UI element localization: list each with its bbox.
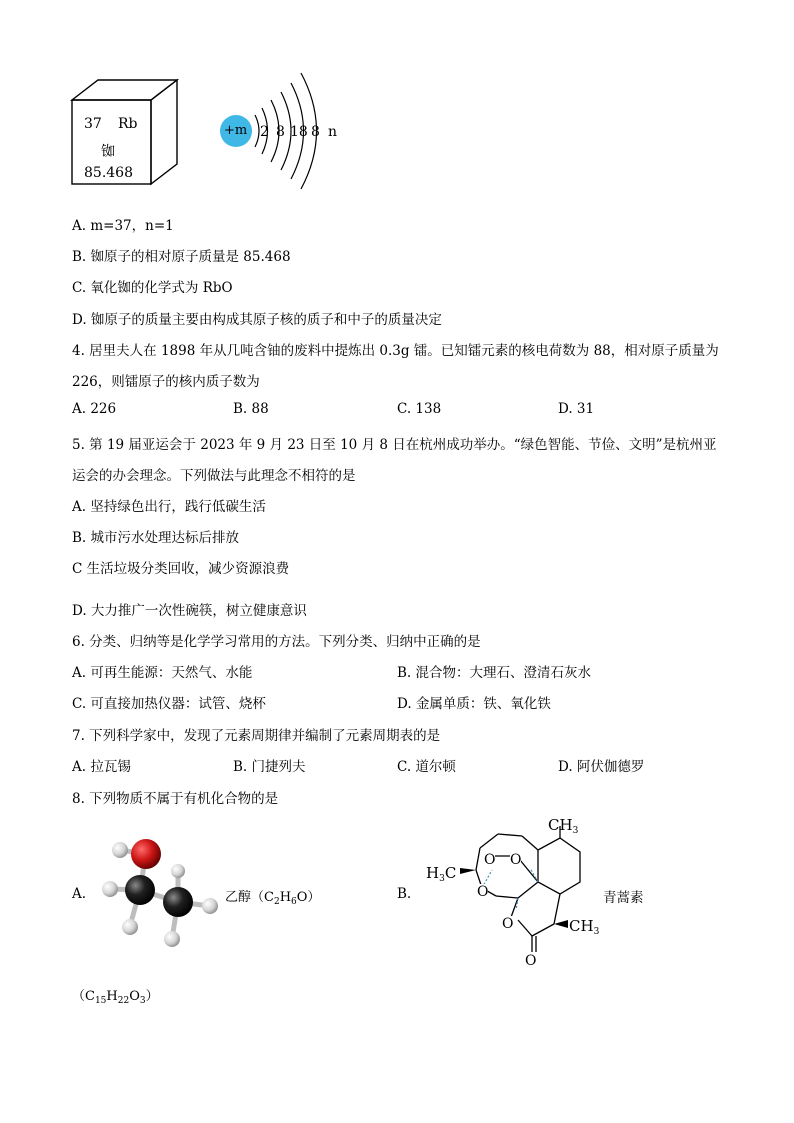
- struct-o-peroxide-1: O: [484, 852, 496, 868]
- nucleus-charge: +m: [224, 123, 248, 138]
- q8-option-b-formula: $(C_{15}H_{22}O_3)$: [72, 989, 159, 1006]
- q4-stem-line1: 4. 居里夫人在 1898 年从几吨含铀的废料中提炼出 0.3g 镭。已知镭元素的核电荷数为 88，相对原子质量为: [72, 343, 719, 359]
- q8-stem: 8. 下列物质不属于有机化合物的是: [72, 791, 279, 807]
- struct-o-lactone: O: [502, 916, 514, 932]
- shell-2-count: 8: [276, 124, 285, 140]
- q4-stem-line2: 226，则镭原子的核内质子数为: [72, 374, 260, 390]
- q8-option-b-label: B.: [397, 886, 412, 902]
- element-name: 铷: [101, 144, 115, 160]
- element-symbol: Rb: [118, 116, 138, 132]
- q3-option-a: A. m=37，n=1: [72, 218, 174, 234]
- shell-outer-count: n: [328, 124, 338, 140]
- q6-option-c: C. 可直接加热仪器：试管、烧杯: [72, 696, 266, 712]
- q6-stem: 6. 分类、归纳等是化学学习常用的方法。下列分类、归纳中正确的是: [72, 634, 481, 650]
- q5-stem-line1: 5. 第 19 届亚运会于 2023 年 9 月 23 日至 10 月 8 日在杭州成功举办。“绿色智能、节俭、文明”是杭州亚: [72, 437, 717, 453]
- q7-option-b: B. 门捷列夫: [233, 759, 306, 775]
- q4-option-b: B. 88: [233, 401, 269, 417]
- q3-option-c: C. 氧化铷的化学式为 RbO: [72, 280, 233, 296]
- struct-h3c-left: $H_3C$: [426, 864, 457, 884]
- q5-option-b: B. 城市污水处理达标后排放: [72, 530, 240, 546]
- struct-ch3-right: $CH_3$: [569, 917, 600, 937]
- q6-option-d: D. 金属单质：铁、氧化铁: [397, 696, 551, 712]
- struct-o-peroxide-2: O: [510, 852, 522, 868]
- q4-option-d: D. 31: [558, 401, 595, 417]
- q5-option-d: D. 大力推广一次性碗筷，树立健康意识: [72, 603, 307, 619]
- element-number: 37: [84, 116, 102, 132]
- shell-3-count: 18: [290, 124, 308, 140]
- struct-o-carbonyl: O: [525, 953, 537, 969]
- q7-stem: 7. 下列科学家中，发现了元素周期律并编制了元素周期表的是: [72, 728, 441, 744]
- q7-option-a: A. 拉瓦锡: [72, 759, 131, 775]
- q8-option-b-name: 青蒿素: [603, 890, 644, 906]
- q5-stem-line2: 运会的办会理念。下列做法与此理念不相符的是: [72, 468, 356, 484]
- struct-ch3-top: $CH_3$: [548, 816, 579, 836]
- q3-option-b: B. 铷原子的相对原子质量是 85.468: [72, 249, 291, 265]
- struct-o-ether: O: [477, 884, 489, 900]
- q7-option-d: D. 阿伏伽德罗: [558, 759, 645, 775]
- q6-option-b: B. 混合物：大理石、澄清石灰水: [397, 665, 592, 681]
- element-mass: 85.468: [84, 165, 133, 181]
- shell-4-count: 8: [311, 124, 320, 140]
- q8-option-a-name: 乙醇$(C_2H_6O)$: [225, 890, 321, 907]
- q5-option-a: A. 坚持绿色出行，践行低碳生活: [72, 499, 266, 515]
- shell-1-count: 2: [260, 124, 269, 140]
- q3-option-d: D. 铷原子的质量主要由构成其原子核的质子和中子的质量决定: [72, 312, 442, 328]
- q4-option-a: A. 226: [72, 401, 117, 417]
- artemisinin-structure: [420, 812, 620, 977]
- ethanol-molecule-model: [90, 832, 225, 952]
- q8-option-a-label: A.: [72, 886, 87, 902]
- q4-option-c: C. 138: [397, 401, 442, 417]
- q6-option-a: A. 可再生能源：天然气、水能: [72, 665, 253, 681]
- q5-option-c: C 生活垃圾分类回收，减少资源浪费: [72, 561, 290, 577]
- q7-option-c: C. 道尔顿: [397, 759, 456, 775]
